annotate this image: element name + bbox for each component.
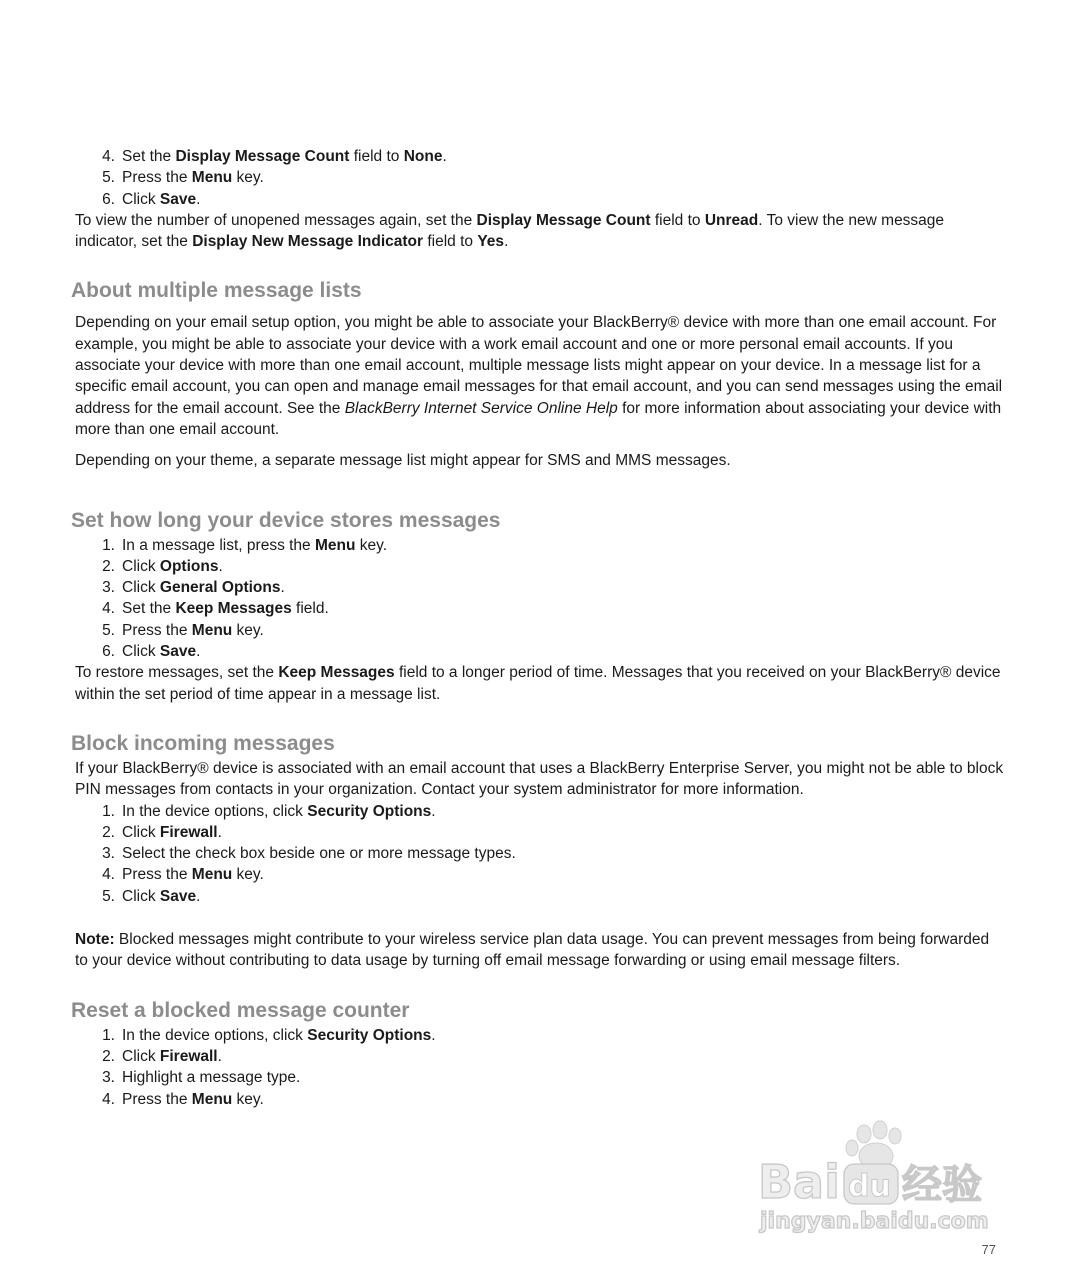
list-item: 4. Press the Menu key. <box>102 1090 264 1108</box>
list-item: 5. Press the Menu key. <box>102 169 264 187</box>
block-steps-list <box>75 801 1005 907</box>
baidu-logo-icon <box>752 1120 1012 1240</box>
list-item: 3. Click General Options. <box>102 579 285 597</box>
note-paragraph: Note: Blocked messages might contribute to your wireless service plan data usage. You can prevent messages from being forwarded to your device without contributing to data usage by turning off email message forwarding or using email message filters. <box>75 931 990 970</box>
list-item: 2. Click Firewall. <box>102 1047 222 1065</box>
theme-paragraph: Depending on your theme, a separate message list might appear for SMS and MMS messages. <box>75 452 731 470</box>
baidu-jingyan-watermark <box>752 1120 1012 1240</box>
list-item: 3. Select the check box beside one or more message types. <box>102 845 516 863</box>
list-item: 5. Click Save. <box>102 887 201 905</box>
multiple-lists-paragraph: Depending on your email setup option, you might be able to associate your BlackBerry® device with more than one email account. For example, you might be able to associate your device with a work email account and one or more personal email accounts. If you associate your device with more than one email account, multiple message lists might appear on your device. In a message list for a specific email account, you can open and manage email messages for that email account, and you can send messages using the email address for the email account. See the BlackBerry Internet Service Online Help for more information about associating your device with more than one email account. <box>75 314 1003 438</box>
block-intro-paragraph: If your BlackBerry® device is associated with an email account that uses a BlackBerry Enterprise Server, you might not be able to block PIN messages from contacts in your organization. Contact your system administrator for more information. <box>75 759 1004 799</box>
list-item: 3. Highlight a message type. <box>102 1069 301 1087</box>
reset-steps-list <box>75 1025 1005 1110</box>
svg-text:Bai: Bai <box>758 1155 840 1209</box>
svg-text:jingyan.baidu.com: jingyan.baidu.com <box>760 1209 989 1234</box>
note-label: Note: <box>75 931 115 949</box>
list-item: 6. Click Save. <box>102 643 201 661</box>
section-heading-reset: Reset a blocked message counter <box>71 998 410 1022</box>
list-item: 4. Set the Display Message Count field to None. <box>102 148 447 165</box>
list-item: 4. Set the Keep Messages field. <box>102 600 329 618</box>
page-number: 77 <box>981 1242 996 1257</box>
page-content <box>71 146 1005 1110</box>
list-item: 2. Click Options. <box>102 557 223 575</box>
list-item: 1. In a message list, press the Menu key. <box>102 536 388 554</box>
store-steps-list <box>75 535 1005 663</box>
list-item: 1. In the device options, click Security Options. <box>102 1026 436 1044</box>
list-item: 1. In the device options, click Security Options. <box>102 802 436 820</box>
list-item: 6. Click Save. <box>102 190 201 208</box>
svg-text:du: du <box>848 1169 891 1204</box>
list-item: 2. Click Firewall. <box>102 823 222 841</box>
restore-messages-paragraph: To restore messages, set the Keep Messages field to a longer period of time. Messages that you received on your BlackBerry® device within the set period of time appear in a message list. <box>75 664 1001 703</box>
section-heading-multiple-lists: About multiple message lists <box>71 279 362 303</box>
continued-steps-list <box>75 146 1005 210</box>
list-item: 4. Press the Menu key. <box>102 866 264 884</box>
section-heading-block: Block incoming messages <box>71 731 335 755</box>
unopened-messages-paragraph: To view the number of unopened messages again, set the Display Message Count field to Unread. To view the new message indicator, set the Display New Message Indicator field to Yes. <box>75 211 945 251</box>
list-item: 5. Press the Menu key. <box>102 621 264 639</box>
section-heading-store: Set how long your device stores messages <box>71 508 501 532</box>
svg-text:经验: 经验 <box>902 1162 982 1208</box>
